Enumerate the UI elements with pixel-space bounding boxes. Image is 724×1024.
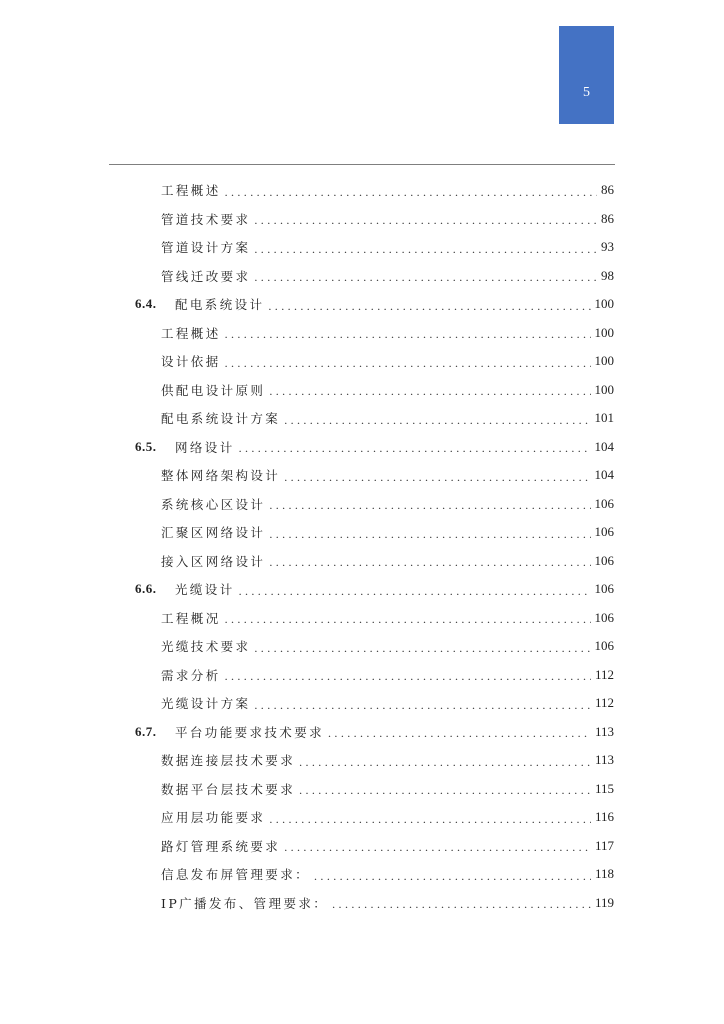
- toc-page-number: 106: [594, 524, 614, 539]
- toc-subsection-entry[interactable]: [161, 776, 614, 802]
- toc-dot-leader: [239, 441, 591, 456]
- toc-subsection-entry[interactable]: [161, 662, 614, 688]
- toc-section-entry[interactable]: [135, 434, 614, 460]
- toc-subsection-entry[interactable]: [161, 348, 614, 374]
- toc-page-number: 113: [594, 723, 614, 739]
- toc-subsection-entry[interactable]: [161, 890, 614, 916]
- toc-dot-leader: [225, 612, 591, 627]
- toc-page-number: 112: [594, 695, 614, 710]
- toc-entry-title: 工程概述: [161, 325, 221, 341]
- toc-dot-leader: [299, 783, 591, 798]
- toc-entry-title: 管道技术要求: [161, 211, 251, 227]
- header-divider: [109, 164, 615, 165]
- toc-entry-title: 配电系统设计: [175, 297, 265, 312]
- toc-page-number: 106: [594, 495, 614, 511]
- toc-subsection-entry[interactable]: [161, 519, 614, 545]
- toc-page-number: 104: [594, 438, 614, 454]
- toc-page-number: 106: [594, 552, 614, 568]
- toc-subsection-entry[interactable]: [161, 605, 614, 631]
- toc-entry-title: 数据平台层技术要求: [161, 781, 296, 797]
- toc-subsection-entry[interactable]: [161, 377, 614, 403]
- toc-subsection-entry[interactable]: [161, 861, 614, 887]
- toc-subsection-entry[interactable]: [161, 206, 614, 232]
- toc-page-number: 86: [601, 210, 614, 226]
- toc-page-number: 106: [594, 609, 614, 625]
- toc-entry-title: 需求分析: [161, 667, 221, 683]
- toc-subsection-entry[interactable]: [161, 690, 614, 716]
- toc-entry-title: 数据连接层技术要求: [161, 753, 296, 768]
- toc-dot-leader: [254, 242, 597, 257]
- toc-page-number: 115: [594, 780, 614, 796]
- toc-dot-leader: [269, 498, 590, 513]
- toc-entry-title: 系统核心区设计: [161, 496, 266, 512]
- toc-dot-leader: [254, 270, 597, 285]
- toc-dot-leader: [284, 413, 590, 428]
- toc-page-number: 104: [594, 467, 614, 482]
- toc-entry-title: 接入区网络设计: [161, 553, 266, 569]
- toc-dot-leader: [314, 869, 591, 884]
- toc-entry-title: 配电系统设计方案: [161, 411, 281, 426]
- toc-subsection-entry[interactable]: [161, 405, 614, 431]
- toc-subsection-entry[interactable]: [161, 833, 614, 859]
- toc-page-number: 117: [594, 837, 614, 853]
- toc-section-number: 6.5.: [135, 438, 157, 454]
- toc-page-number: 100: [594, 296, 614, 311]
- toc-page-number: 86: [601, 182, 614, 197]
- toc-page-number: 106: [594, 638, 614, 653]
- toc-dot-leader: [328, 726, 591, 741]
- toc-section-entry[interactable]: [135, 576, 614, 602]
- toc-entry-title: 管线迁改要求: [161, 268, 251, 284]
- toc-entry-title: 管道设计方案: [161, 240, 251, 255]
- toc-entry-title: 光缆设计方案: [161, 696, 251, 711]
- toc-subsection-entry[interactable]: [161, 804, 614, 830]
- toc-section-entry[interactable]: [135, 719, 614, 745]
- toc-subsection-entry[interactable]: [161, 234, 614, 260]
- toc-subsection-entry[interactable]: [161, 491, 614, 517]
- toc-section-number: 6.4.: [135, 296, 157, 311]
- toc-entry-title: 应用层功能要求: [161, 810, 266, 825]
- toc-page-number: 100: [594, 353, 614, 368]
- toc-entry-title: 网络设计: [175, 439, 235, 455]
- toc-subsection-entry[interactable]: [161, 320, 614, 346]
- toc-dot-leader: [239, 584, 591, 599]
- toc-entry-title: 信息发布屏管理要求：: [161, 867, 311, 882]
- toc-subsection-entry[interactable]: [161, 633, 614, 659]
- toc-page-number: 98: [601, 267, 614, 283]
- toc-entry-title: IP广播发布、管理要求：: [161, 895, 329, 911]
- toc-section-number: 6.7.: [135, 723, 157, 739]
- toc-page-number: 119: [594, 894, 614, 910]
- toc-dot-leader: [254, 641, 590, 656]
- toc-page-number: 116: [594, 809, 614, 824]
- toc-dot-leader: [284, 470, 590, 485]
- toc-page-number: 93: [601, 239, 614, 254]
- toc-dot-leader: [225, 327, 591, 342]
- toc-dot-leader: [225, 669, 591, 684]
- toc-dot-leader: [269, 812, 591, 827]
- toc-dot-leader: [268, 299, 590, 314]
- toc-entry-title: 工程概述: [161, 183, 221, 198]
- toc-entry-title: 工程概况: [161, 610, 221, 626]
- toc-dot-leader: [254, 698, 591, 713]
- toc-subsection-entry[interactable]: [161, 548, 614, 574]
- toc-section-number: 6.6.: [135, 581, 157, 596]
- toc-dot-leader: [332, 897, 591, 912]
- toc-subsection-entry[interactable]: [161, 747, 614, 773]
- toc-page-number: 106: [594, 581, 614, 596]
- toc-subsection-entry[interactable]: [161, 263, 614, 289]
- toc-dot-leader: [284, 840, 591, 855]
- toc-subsection-entry[interactable]: [161, 177, 614, 203]
- toc-dot-leader: [269, 384, 590, 399]
- page-number-badge: [559, 26, 614, 124]
- toc-entry-title: 光缆设计: [175, 582, 235, 597]
- toc-entry-title: 平台功能要求技术要求: [175, 724, 325, 740]
- toc-entry-title: 设计依据: [161, 354, 221, 369]
- page-number: 5: [583, 85, 590, 100]
- toc-page-number: 113: [594, 752, 614, 767]
- toc-page-number: 100: [594, 324, 614, 340]
- toc-page-number: 101: [594, 410, 614, 425]
- toc-entry-title: 供配电设计原则: [161, 382, 266, 398]
- toc-section-entry[interactable]: [135, 291, 614, 317]
- toc-page-number: 100: [594, 381, 614, 397]
- toc-page-number: 112: [594, 666, 614, 682]
- toc-dot-leader: [299, 755, 591, 770]
- toc-entry-title: 光缆技术要求: [161, 639, 251, 654]
- toc-dot-leader: [225, 356, 591, 371]
- toc-dot-leader: [225, 185, 597, 200]
- toc-page-number: 118: [594, 866, 614, 881]
- toc-dot-leader: [269, 555, 590, 570]
- toc-dot-leader: [254, 213, 597, 228]
- toc-dot-leader: [269, 527, 590, 542]
- toc-entry-title: 汇聚区网络设计: [161, 525, 266, 540]
- toc-entry-title: 整体网络架构设计: [161, 468, 281, 483]
- toc-entry-title: 路灯管理系统要求: [161, 838, 281, 854]
- toc-subsection-entry[interactable]: [161, 462, 614, 488]
